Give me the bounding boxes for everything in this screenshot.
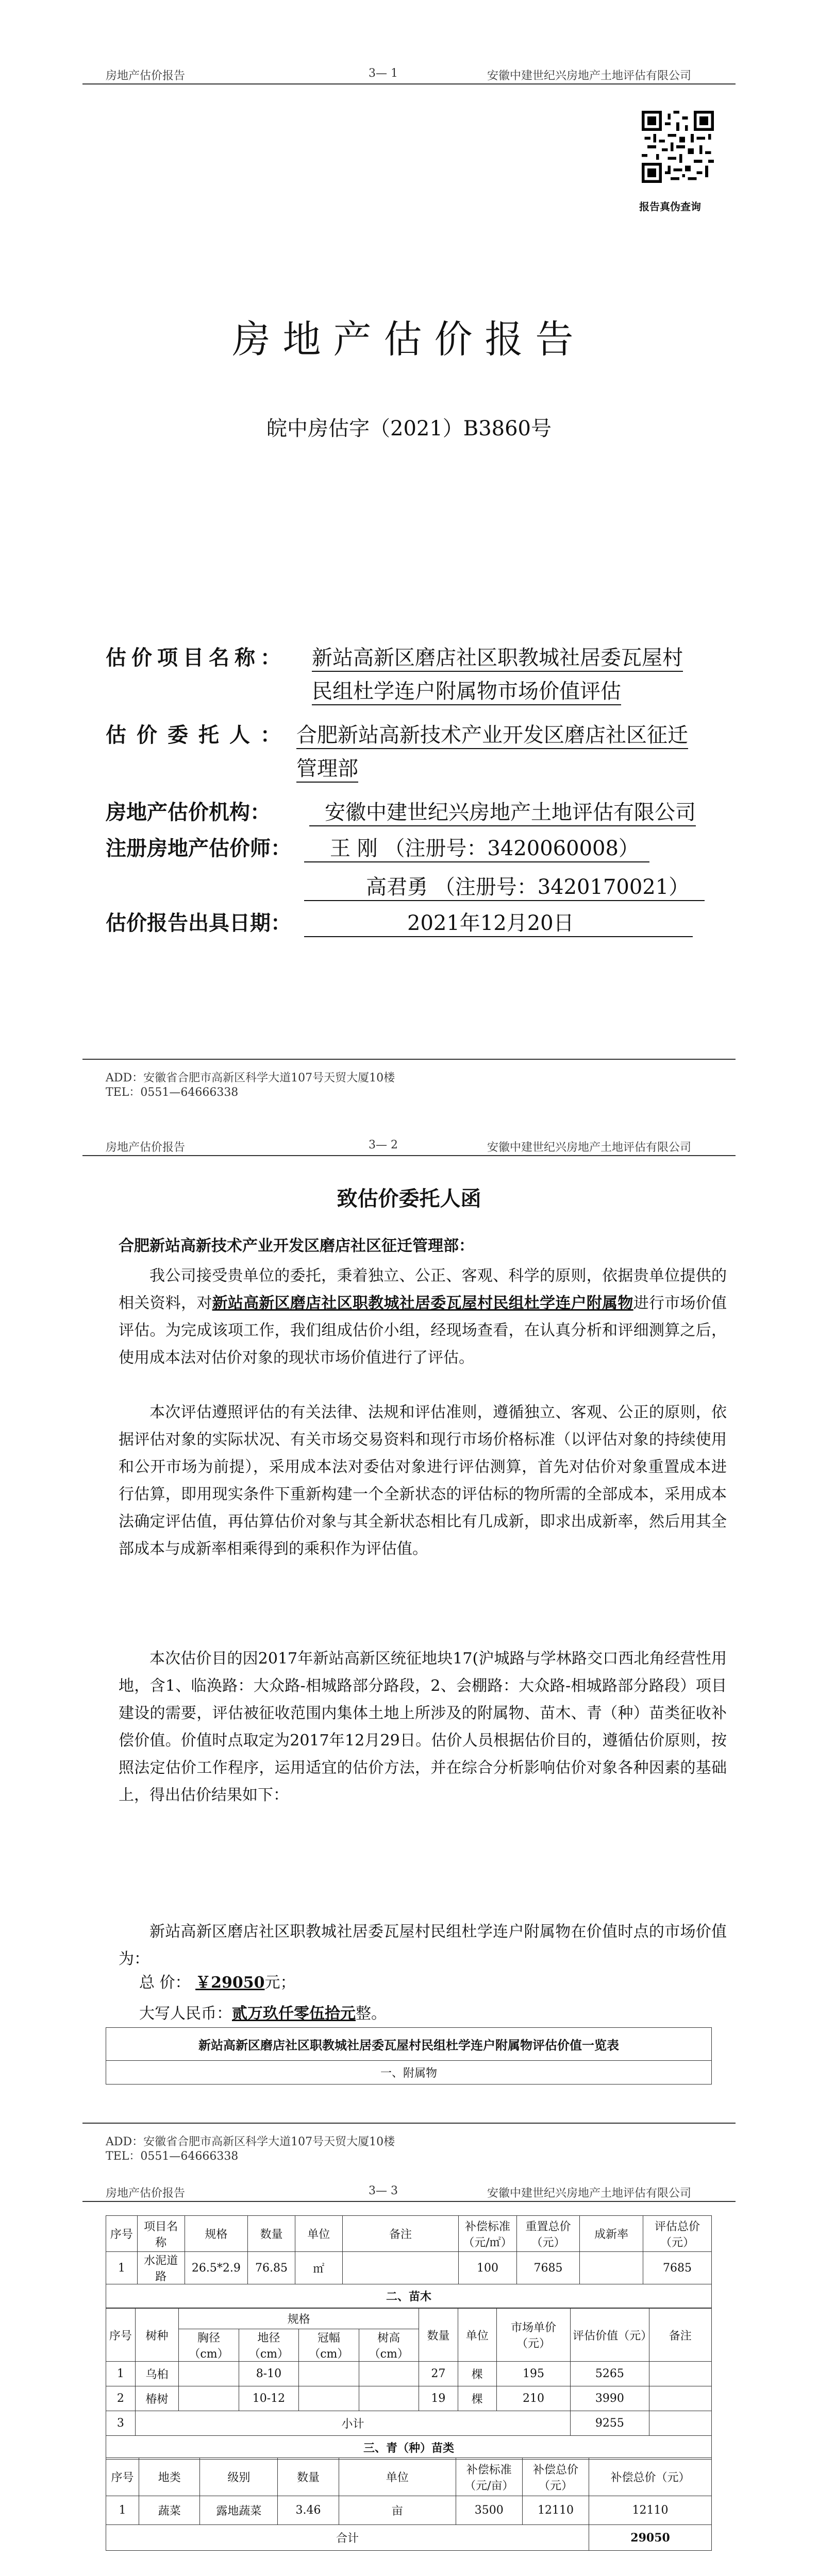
col-header: 补偿标准（元/㎡） <box>459 2216 516 2252</box>
table-cell: 3500 <box>456 2496 522 2525</box>
table-cell: 12110 <box>589 2496 712 2525</box>
col-header: 序号 <box>106 2309 136 2362</box>
date-value: 2021年12月20日 <box>304 907 693 937</box>
section-3-label: 三、青（种）苗类 <box>106 2436 712 2460</box>
table-cell: 棵 <box>458 2386 496 2411</box>
paragraph-1-subject: 新站高新区磨店社区职教城社居委瓦屋村民组杜学连户附属物 <box>212 1294 633 1312</box>
page-header <box>0 2174 818 2205</box>
col-header: 市场单价（元） <box>496 2309 570 2362</box>
letter-title: 致估价委托人函 <box>337 1187 481 1211</box>
table-cell <box>359 2386 419 2411</box>
table-cell: 蔬菜 <box>139 2496 200 2525</box>
header-page-number: 3— 3 <box>369 2184 398 2197</box>
appraiser-label: 注册房地产估价师： <box>106 836 291 860</box>
summary-table-title: 新站高新区磨店社区职教城社居委瓦屋村民组杜学连户附属物评估价值一览表 <box>106 2028 712 2061</box>
table-cell: 100 <box>459 2252 516 2284</box>
table-cell: 1 <box>106 2362 136 2386</box>
table-cell: 露地蔬菜 <box>200 2496 278 2525</box>
table-cell <box>649 2411 711 2436</box>
grand-total-label: 合计 <box>106 2525 589 2551</box>
total-price-unit: 元； <box>264 1974 296 1992</box>
col-header: 评估总价（元） <box>643 2216 711 2252</box>
letter-paragraph-3: 本次估价目的因2017年新站高新区统征地块17(沪城路与学林路交口西北角经营性用地，含1、临涣路：大众路-相城路部分路段，2、会棚路：大众路-相城路部分路段）项目建设的需要，评估被征收范围内集体土地上所涉及的附属物、苗木、青（种）苗类征收补偿价值。价值时点取定为2017年12月29日。估价人员根据估价目的，遵循估价原则，按照法定估价工作程序，运用适宜的估价方法，并在综合分析影响估价对象各种因素的基础上，得出估价结果如下： <box>119 1650 727 1804</box>
table-cell: ㎡ <box>295 2252 342 2284</box>
grand-total-value: 29050 <box>589 2525 712 2551</box>
col-header: 级别 <box>200 2458 278 2496</box>
total-in-words-line <box>139 2001 387 2023</box>
header-report-name: 房地产估价报告 <box>106 2187 186 2200</box>
table-cell: 195 <box>496 2362 570 2386</box>
project-value-line1: 新站高新区磨店社区职教城社居委瓦屋村 <box>312 641 683 672</box>
footer-tel: TEL：0551—64666338 <box>106 2150 239 2163</box>
col-header: 规格 <box>185 2216 248 2252</box>
header-company: 安徽中建世纪兴房地产土地评估有限公司 <box>487 1141 692 1154</box>
col-header: 重置总价（元） <box>516 2216 580 2252</box>
table-cell: 10-12 <box>239 2386 298 2411</box>
page-header <box>0 57 818 88</box>
header-company: 安徽中建世纪兴房地产土地评估有限公司 <box>487 70 692 82</box>
green-seedlings-table <box>106 2458 712 2551</box>
table-cell: 7685 <box>643 2252 711 2284</box>
footer-address: ADD：安徽省合肥市高新区科学大道107号天贸大厦10楼 <box>106 1072 395 1084</box>
header-page-number: 3— 1 <box>369 67 398 80</box>
table-cell <box>580 2252 643 2284</box>
footer-tel: TEL：0551—64666338 <box>106 1086 239 1099</box>
qr-caption: 报告真伪查询 <box>639 200 701 213</box>
col-header: 数量 <box>248 2216 295 2252</box>
col-header: 备注 <box>649 2309 711 2362</box>
header-page-number: 3— 2 <box>369 1139 398 1151</box>
page-header <box>0 1128 818 1159</box>
col-header: 树种 <box>135 2309 178 2362</box>
col-subheader: 地径（cm） <box>239 2329 298 2362</box>
col-header: 序号 <box>106 2458 139 2496</box>
table-cell <box>359 2362 419 2386</box>
letter-paragraph-1 <box>119 1262 727 1371</box>
table-cell: 1 <box>106 2496 139 2525</box>
table-cell: 椿树 <box>135 2386 178 2411</box>
agency-label: 房地产估价机构： <box>106 800 271 824</box>
table-cell: 5265 <box>571 2362 649 2386</box>
table-cell <box>342 2252 459 2284</box>
summary-table-head <box>106 2027 712 2084</box>
paragraph-1-end: 进行市场价值评估。为完成该项工作，我们组成估价小组，经现场查看，在认真分析和评细测算之后，使用成本法对估价对象的现状市场价值进行了评估。 <box>119 1294 727 1367</box>
table-cell: 7685 <box>516 2252 580 2284</box>
table-cell <box>649 2386 711 2411</box>
footer-rule <box>82 1059 736 1060</box>
col-header: 单位 <box>295 2216 342 2252</box>
header-rule <box>82 1155 736 1156</box>
appraiser-1: 王 刚 （注册号：3420060008） <box>304 832 649 862</box>
table-cell: 76.85 <box>248 2252 295 2284</box>
letter-paragraph-4: 新站高新区磨店社区职教城社居委瓦屋村民组杜学连户附属物在价值时点的市场价值为： <box>119 1923 727 1968</box>
date-label: 估价报告出具日期： <box>106 911 291 935</box>
agency-value: 安徽中建世纪兴房地产土地评估有限公司 <box>309 796 696 826</box>
total-price-label: 总 价： <box>139 1974 191 1992</box>
table-cell: 亩 <box>339 2496 456 2525</box>
seedlings-table <box>106 2308 712 2460</box>
table-cell: 27 <box>419 2362 458 2386</box>
col-header: 数量 <box>278 2458 339 2496</box>
subtotal-label: 小计 <box>135 2411 570 2436</box>
project-value-line2: 民组杜学连户附属物市场价值评估 <box>312 675 621 705</box>
col-header: 补偿总价（元） <box>522 2458 589 2496</box>
subtotal-number: 3 <box>106 2411 136 2436</box>
appraiser-2: 高君勇 （注册号：3420170021） <box>304 871 705 901</box>
table-cell: 12110 <box>522 2496 589 2525</box>
table-cell: 乌桕 <box>135 2362 178 2386</box>
qr-code-icon[interactable] <box>642 111 714 183</box>
col-header: 单位 <box>339 2458 456 2496</box>
page-footer <box>0 1059 818 1100</box>
col-header: 序号 <box>106 2216 138 2252</box>
subtotal-value: 9255 <box>571 2411 649 2436</box>
section-1-label: 一、附属物 <box>106 2061 712 2084</box>
footer-address: ADD：安徽省合肥市高新区科学大道107号天贸大厦10楼 <box>106 2136 395 2148</box>
table-cell <box>649 2362 711 2386</box>
total-price-value: ￥29050 <box>195 1974 265 1992</box>
header-report-name: 房地产估价报告 <box>106 70 186 82</box>
total-price-line <box>139 1970 295 1992</box>
col-header: 成新率 <box>580 2216 643 2252</box>
table-cell: 3990 <box>571 2386 649 2411</box>
footer-rule <box>82 2123 736 2124</box>
header-rule <box>82 83 736 84</box>
table-cell: 3.46 <box>278 2496 339 2525</box>
client-value-line2: 管理部 <box>296 752 358 783</box>
report-number: 皖中房估字（2021）B3860号 <box>266 417 552 440</box>
header-rule <box>82 2201 736 2202</box>
letter-addressee: 合肥新站高新技术产业开发区磨店社区征迁管理部： <box>119 1237 474 1255</box>
table-cell: 2 <box>106 2386 136 2411</box>
page-footer <box>0 2123 818 2164</box>
col-header: 数量 <box>419 2309 458 2362</box>
header-company: 安徽中建世纪兴房地产土地评估有限公司 <box>487 2187 692 2200</box>
table-cell: 水泥道路 <box>137 2252 185 2284</box>
table-cell: 210 <box>496 2386 570 2411</box>
table-cell <box>299 2386 359 2411</box>
col-header: 地类 <box>139 2458 200 2496</box>
col-header: 补偿总价（元） <box>589 2458 712 2496</box>
client-label: 估价委托人： <box>106 723 291 747</box>
table-cell: 棵 <box>458 2362 496 2386</box>
table-cell: 26.5*2.9 <box>185 2252 248 2284</box>
table-cell <box>299 2362 359 2386</box>
col-subheader: 胸径（cm） <box>179 2329 239 2362</box>
table-cell <box>179 2386 239 2411</box>
col-header: 项目名称 <box>137 2216 185 2252</box>
total-in-words-end: 整。 <box>356 2005 387 2023</box>
letter-paragraph-2: 本次评估遵照评估的有关法律、法规和评估准则，遵循独立、客观、公正的原则，依据评估对象的实际状况、有关市场交易资料和现行市场价格标准（以评估对象的持续使用和公开市场为前提），采用成本法对委估对象进行评估测算，首先对估价对象重置成本进行估算，即用现实条件下重新构建一个全新状态的评估标的物所需的全部成本，采用成本法确定评估值，再估算估价对象与其全新状态相比有几成新，即求出成新率，然后用其全部成本与成新率相乘得到的乘积作为评估值。 <box>119 1403 727 1558</box>
report-title: 房地产估价报告 <box>232 317 586 362</box>
col-subheader: 冠幅（cm） <box>299 2329 359 2362</box>
table-cell: 1 <box>106 2252 138 2284</box>
header-report-name: 房地产估价报告 <box>106 1141 186 1154</box>
client-value-line1: 合肥新站高新技术产业开发区磨店社区征迁 <box>296 719 688 749</box>
table-cell: 8-10 <box>239 2362 298 2386</box>
col-header: 补偿标准（元/亩） <box>456 2458 522 2496</box>
page-cover <box>0 0 818 1128</box>
project-label: 估价项目名称： <box>106 646 286 670</box>
total-in-words-label: 大写人民币： <box>139 2005 232 2023</box>
section-2-label: 二、苗木 <box>106 2284 712 2308</box>
col-header: 评估价值（元） <box>571 2309 649 2362</box>
col-subheader: 树高（cm） <box>359 2329 419 2362</box>
table-cell: 19 <box>419 2386 458 2411</box>
col-header: 规格 <box>179 2309 419 2329</box>
attachments-table <box>106 2215 712 2308</box>
total-in-words-value: 贰万玖仟零伍拾元 <box>232 2005 356 2023</box>
table-cell <box>179 2362 239 2386</box>
col-header: 备注 <box>342 2216 459 2252</box>
col-header: 单位 <box>458 2309 496 2362</box>
paragraph-1-start: 我公司接受贵单位的委托，秉着独立、公正、客观、科学的原则，依据贵单位提供的相关资料，对 <box>119 1267 727 1312</box>
